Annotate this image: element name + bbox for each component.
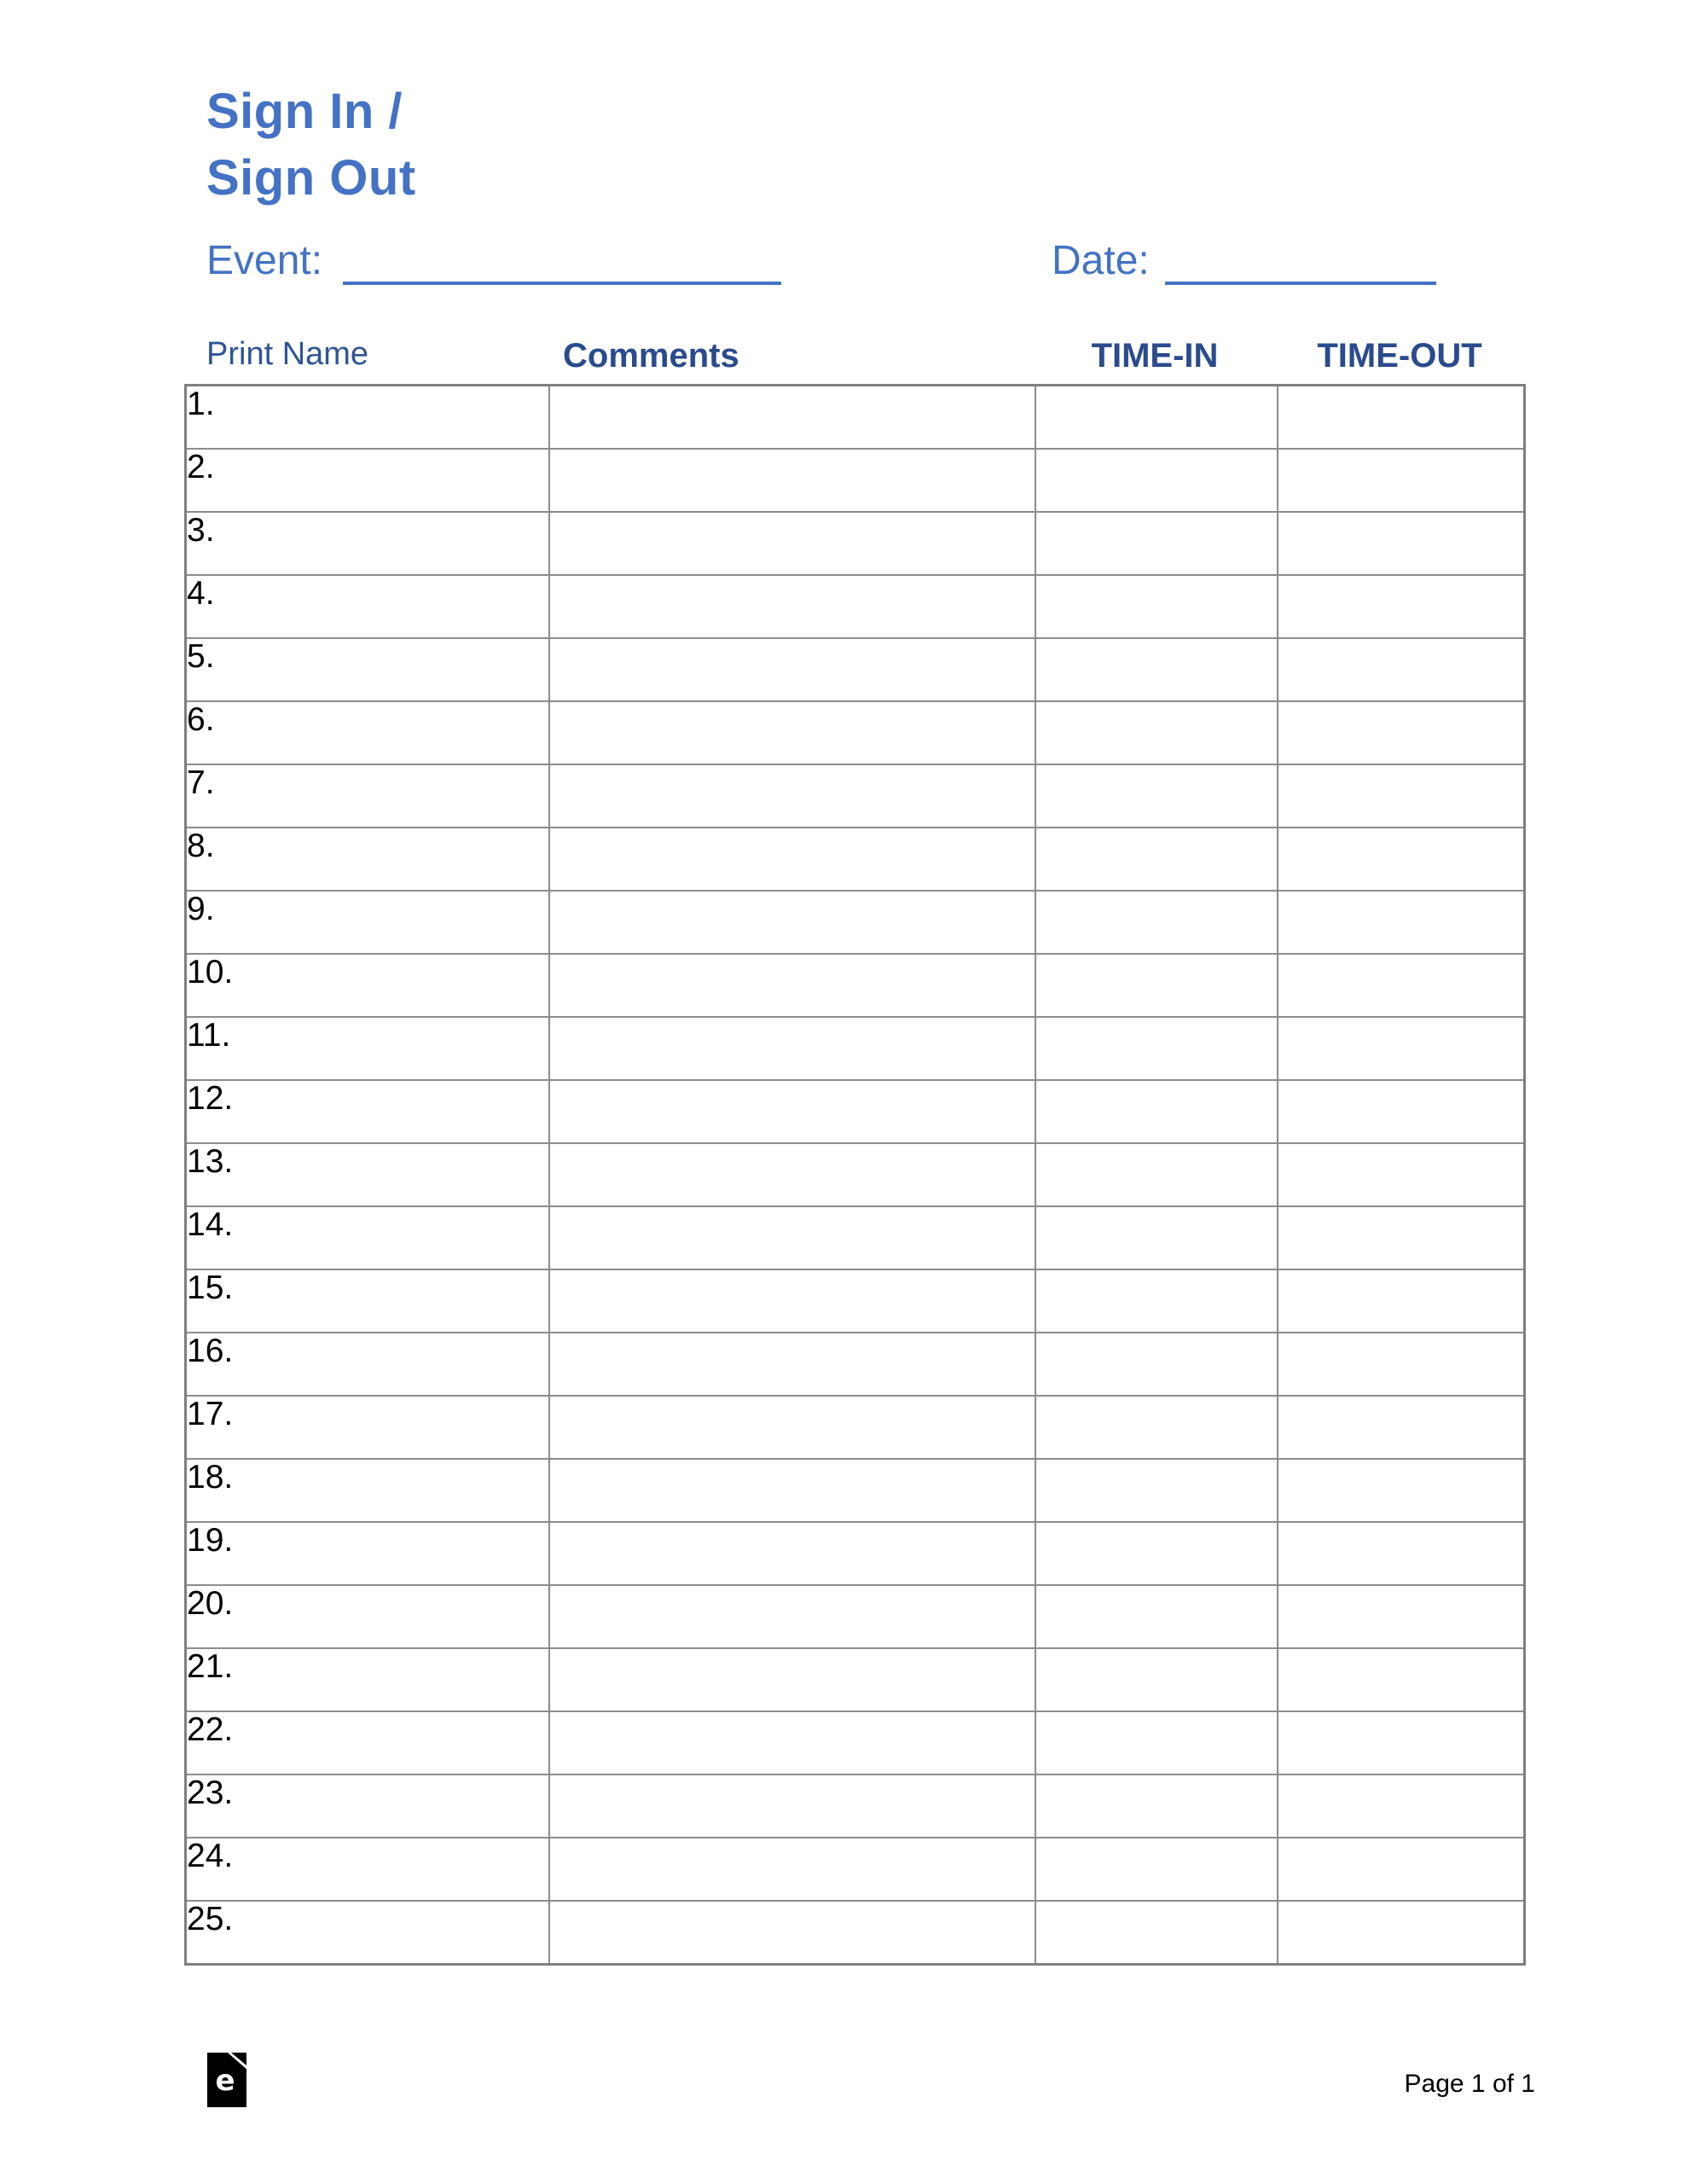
time-out-cell[interactable] [1278,1269,1525,1333]
time-in-cell[interactable] [1035,1711,1278,1774]
print-name-cell[interactable] [186,512,549,575]
row-number: 15. [187,1269,234,1306]
table-row [186,1080,1525,1143]
time-in-cell[interactable] [1035,1585,1278,1648]
print-name-cell[interactable] [186,1017,549,1080]
sign-in-sheet-table [184,384,1526,1966]
sign-in-sheet-table-body [186,386,1525,1965]
print-name-cell[interactable] [186,449,549,512]
comments-cell[interactable] [549,638,1035,701]
table-row [186,1901,1525,1965]
print-name-cell[interactable] [186,1648,549,1711]
row-number: 23. [187,1774,234,1811]
time-in-cell[interactable] [1035,512,1278,575]
print-name-cell[interactable] [186,386,549,450]
time-in-cell[interactable] [1035,1269,1278,1333]
row-number: 19. [187,1522,234,1559]
print-name-cell[interactable] [186,1396,549,1459]
time-in-cell[interactable] [1035,1333,1278,1396]
time-in-cell[interactable] [1035,1522,1278,1585]
page-indicator: Page 1 of 1 [1404,2070,1535,2098]
comments-cell[interactable] [549,1017,1035,1080]
column-header-comments: Comments [563,337,739,375]
comments-cell[interactable] [549,512,1035,575]
time-in-cell[interactable] [1035,1648,1278,1711]
comments-cell[interactable] [549,386,1035,450]
print-name-cell[interactable] [186,1206,549,1269]
row-number: 8. [187,828,215,864]
row-number: 17. [187,1396,234,1432]
comments-cell[interactable] [549,1648,1035,1711]
comments-cell[interactable] [549,1774,1035,1838]
row-number: 24. [187,1838,234,1874]
time-out-cell[interactable] [1278,891,1525,954]
time-in-cell[interactable] [1035,954,1278,1017]
comments-cell[interactable] [549,1269,1035,1333]
comments-cell[interactable] [549,449,1035,512]
page-title-line2: Sign Out [206,150,416,206]
eforms-logo [207,2053,246,2107]
print-name-cell[interactable] [186,701,549,764]
table-row [186,1711,1525,1774]
table-row [186,1459,1525,1522]
print-name-cell[interactable] [186,891,549,954]
comments-cell[interactable] [549,1080,1035,1143]
time-in-cell[interactable] [1035,1080,1278,1143]
table-row [186,512,1525,575]
time-in-cell[interactable] [1035,1206,1278,1269]
time-out-cell[interactable] [1278,1396,1525,1459]
print-name-cell[interactable] [186,1459,549,1522]
row-number: 3. [187,512,215,549]
table-row [186,638,1525,701]
print-name-cell[interactable] [186,1901,549,1965]
time-out-cell[interactable] [1278,828,1525,891]
table-row [186,828,1525,891]
comments-cell[interactable] [549,1206,1035,1269]
time-out-cell[interactable] [1278,1774,1525,1838]
row-number: 13. [187,1143,234,1180]
comments-cell[interactable] [549,1143,1035,1206]
comments-cell[interactable] [549,1838,1035,1901]
comments-cell[interactable] [549,954,1035,1017]
print-name-cell[interactable] [186,575,549,638]
table-row [186,1206,1525,1269]
event-label: Event: [206,238,323,283]
row-number: 14. [187,1206,234,1243]
time-out-cell[interactable] [1278,386,1525,450]
time-out-cell[interactable] [1278,1017,1525,1080]
time-out-cell[interactable] [1278,1143,1525,1206]
time-out-cell[interactable] [1278,1206,1525,1269]
comments-cell[interactable] [549,1522,1035,1585]
time-in-cell[interactable] [1035,386,1278,450]
time-in-cell[interactable] [1035,1396,1278,1459]
print-name-cell[interactable] [186,828,549,891]
table-row [186,1396,1525,1459]
time-out-cell[interactable] [1278,1648,1525,1711]
row-number: 4. [187,575,215,612]
time-out-cell[interactable] [1278,1333,1525,1396]
time-in-cell[interactable] [1035,449,1278,512]
print-name-cell[interactable] [186,764,549,828]
date-label: Date: [1052,238,1150,283]
date-fill-line[interactable] [1165,249,1436,285]
time-out-cell[interactable] [1278,1838,1525,1901]
row-number: 9. [187,891,215,927]
time-out-cell[interactable] [1278,449,1525,512]
row-number: 12. [187,1080,234,1117]
table-row [186,386,1525,450]
comments-cell[interactable] [549,891,1035,954]
comments-cell[interactable] [549,701,1035,764]
time-out-cell[interactable] [1278,764,1525,828]
row-number: 5. [187,638,215,675]
table-row [186,1017,1525,1080]
print-name-cell[interactable] [186,1774,549,1838]
time-in-cell[interactable] [1035,701,1278,764]
logo-letter: e [215,2064,235,2098]
print-name-cell[interactable] [186,1838,549,1901]
table-row [186,1269,1525,1333]
print-name-cell[interactable] [186,1080,549,1143]
column-header-time-out: TIME-OUT [1317,337,1482,375]
comments-cell[interactable] [549,1459,1035,1522]
row-number: 10. [187,954,234,990]
time-out-cell[interactable] [1278,638,1525,701]
comments-cell[interactable] [549,828,1035,891]
row-number: 20. [187,1585,234,1622]
time-out-cell[interactable] [1278,1459,1525,1522]
page-title-line1: Sign In / [206,84,403,139]
time-in-cell[interactable] [1035,1901,1278,1965]
print-name-cell[interactable] [186,1585,549,1648]
table-row [186,1585,1525,1648]
time-out-cell[interactable] [1278,954,1525,1017]
row-number: 7. [187,764,215,801]
row-number: 22. [187,1711,234,1748]
time-in-cell[interactable] [1035,1838,1278,1901]
time-in-cell[interactable] [1035,1774,1278,1838]
table-row [186,1333,1525,1396]
time-in-cell[interactable] [1035,764,1278,828]
row-number: 25. [187,1901,234,1937]
print-name-cell[interactable] [186,1522,549,1585]
table-row [186,449,1525,512]
time-in-cell[interactable] [1035,575,1278,638]
print-name-cell[interactable] [186,638,549,701]
table-row [186,1648,1525,1711]
comments-cell[interactable] [549,1585,1035,1648]
comments-cell[interactable] [549,1711,1035,1774]
table-row [186,575,1525,638]
comments-cell[interactable] [549,764,1035,828]
row-number: 18. [187,1459,234,1496]
table-row [186,1774,1525,1838]
table-row [186,1838,1525,1901]
print-name-cell[interactable] [186,1143,549,1206]
table-row [186,891,1525,954]
row-number: 11. [187,1017,231,1054]
row-number: 2. [187,449,215,485]
column-header-time-in: TIME-IN [1091,337,1219,375]
row-number: 1. [187,386,215,422]
row-number: 21. [187,1648,234,1685]
column-header-print-name: Print Name [206,336,369,372]
table-row [186,764,1525,828]
row-number: 16. [187,1333,234,1369]
time-out-cell[interactable] [1278,575,1525,638]
time-in-cell[interactable] [1035,1459,1278,1522]
time-out-cell[interactable] [1278,1901,1525,1965]
print-name-cell[interactable] [186,954,549,1017]
time-in-cell[interactable] [1035,1143,1278,1206]
time-in-cell[interactable] [1035,638,1278,701]
table-row [186,701,1525,764]
time-out-cell[interactable] [1278,1585,1525,1648]
time-out-cell[interactable] [1278,1711,1525,1774]
comments-cell[interactable] [549,1396,1035,1459]
time-in-cell[interactable] [1035,1017,1278,1080]
time-out-cell[interactable] [1278,1080,1525,1143]
print-name-cell[interactable] [186,1269,549,1333]
time-in-cell[interactable] [1035,891,1278,954]
table-row [186,954,1525,1017]
table-row [186,1143,1525,1206]
comments-cell[interactable] [549,1901,1035,1965]
page-title [206,78,416,212]
time-out-cell[interactable] [1278,512,1525,575]
row-number: 6. [187,701,215,738]
print-name-cell[interactable] [186,1711,549,1774]
comments-cell[interactable] [549,1333,1035,1396]
time-in-cell[interactable] [1035,828,1278,891]
time-out-cell[interactable] [1278,701,1525,764]
print-name-cell[interactable] [186,1333,549,1396]
time-out-cell[interactable] [1278,1522,1525,1585]
table-row [186,1522,1525,1585]
event-fill-line[interactable] [343,249,781,285]
comments-cell[interactable] [549,575,1035,638]
